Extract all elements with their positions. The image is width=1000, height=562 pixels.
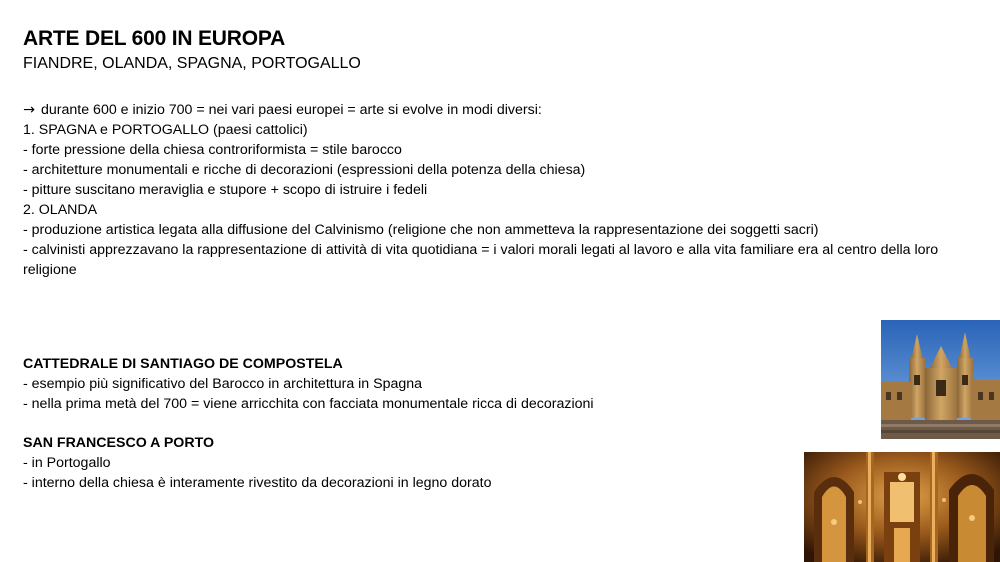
intro-line: - pitture suscitano meraviglia e stupore + scopo di istruire i fedeli [23,182,428,198]
porto-section [23,433,783,493]
slide-subtitle: FIANDRE, OLANDA, SPAGNA, PORTOGALLO [23,55,361,72]
intro-line: - calvinisti apprezzavano la rappresentazione di attività di vita quotidiana = i valori morali legati al lavoro e alla vita familiare era al centro della loro religione [23,242,939,278]
section-line: - esempio più significativo del Barocco in architettura in Spagna [23,376,423,392]
section-line: - in Portogallo [23,455,111,471]
arrow-right-icon: → [23,102,35,118]
santiago-section [23,354,783,414]
intro-line: - forte pressione della chiesa controriformista = stile barocco [23,142,402,158]
santiago-cathedral-image [881,320,1000,439]
intro-line: - architetture monumentali e ricche di decorazioni (espressioni della potenza della chiesa) [23,162,586,178]
intro-line: 1. SPAGNA e PORTOGALLO (paesi cattolici) [23,122,308,138]
section-line: - nella prima metà del 700 = viene arricchita con facciata monumentale ricca di decorazioni [23,396,594,412]
slide-title: ARTE DEL 600 IN EUROPA [23,27,286,50]
section-heading: CATTEDRALE DI SANTIAGO DE COMPOSTELA [23,356,343,372]
section-heading: SAN FRANCESCO A PORTO [23,435,215,451]
san-francesco-porto-image [804,452,1000,562]
intro-line: → durante 600 e inizio 700 = nei vari paesi europei = arte si evolve in modi diversi: [23,102,542,118]
intro-line: - produzione artistica legata alla diffusione del Calvinismo (religione che non ammetteva la rappresentazione dei soggetti sacri) [23,222,819,238]
intro-line: 2. OLANDA [23,202,98,218]
intro-text [23,100,958,280]
section-line: - interno della chiesa è interamente rivestito da decorazioni in legno dorato [23,475,492,491]
